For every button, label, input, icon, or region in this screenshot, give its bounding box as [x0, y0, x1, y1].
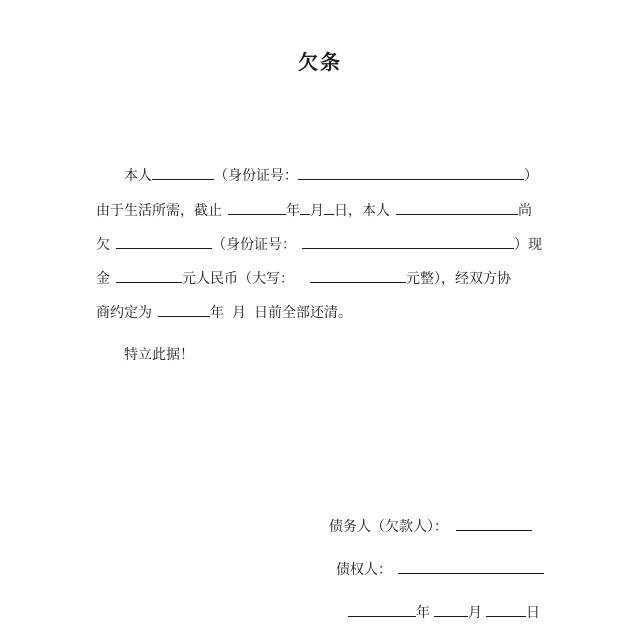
creditor-signature-blank[interactable] [398, 559, 544, 574]
rmb-label: 元人民币（大写： [182, 271, 294, 287]
body-line-3 [96, 234, 542, 254]
creditor-name-blank[interactable] [116, 234, 212, 249]
document-title: 欠条 [298, 50, 342, 74]
self-label: 本人 [124, 168, 152, 184]
debtor-name-blank-2[interactable] [396, 200, 518, 215]
close-paren-cash: ）现 [514, 237, 542, 253]
repay-day-label: 日前全部还清。 [254, 305, 352, 321]
repay-year-label: 年 [210, 305, 224, 321]
money-label: 金 [96, 271, 110, 287]
cutoff-month-blank[interactable] [300, 200, 310, 215]
sign-year-label: 年 [416, 605, 430, 621]
special-statement: 特立此据！ [124, 347, 194, 363]
creditor-signature-row [336, 559, 544, 579]
cutoff-day-blank[interactable] [324, 200, 334, 215]
agreement-label: 商约定为 [96, 305, 152, 321]
id-number-label: （身份证号： [214, 168, 298, 184]
body-line-4 [96, 268, 511, 288]
creditor-label: 债权人： [336, 562, 392, 578]
sign-month-label: 月 [468, 605, 482, 621]
amount-end-label: 元整），经双方协 [406, 271, 511, 287]
debtor-label: 债务人（欠款人）： [329, 519, 448, 535]
body-line-1 [124, 165, 538, 185]
debtor-name-blank[interactable] [152, 165, 214, 180]
repay-month-label: 月 [232, 305, 246, 321]
reason-text: 由于生活所需，截止 [96, 203, 222, 219]
body-line-2 [96, 200, 532, 220]
repay-year-blank[interactable] [158, 302, 210, 317]
still-label: 尚 [518, 203, 532, 219]
close-paren: ） [524, 168, 538, 184]
cutoff-year-blank[interactable] [228, 200, 286, 215]
debtor-signature-row [329, 516, 532, 536]
amount-blank[interactable] [116, 268, 182, 283]
sign-day-blank[interactable] [486, 602, 526, 617]
sign-year-blank[interactable] [348, 602, 416, 617]
self-label-2: 日，本人 [334, 203, 390, 219]
sign-month-blank[interactable] [434, 602, 468, 617]
sign-day-label: 日 [526, 605, 540, 621]
debtor-signature-blank[interactable] [456, 516, 532, 531]
debtor-id-blank[interactable] [298, 165, 524, 180]
owe-label: 欠 [96, 237, 110, 253]
signature-date-row [348, 602, 540, 622]
id-number-label-2: （身份证号： [212, 237, 296, 253]
year-label: 年 [286, 203, 300, 219]
body-line-5 [96, 302, 352, 322]
month-label: 月 [310, 203, 324, 219]
amount-uppercase-blank[interactable] [310, 268, 406, 283]
creditor-id-blank[interactable] [302, 234, 514, 249]
